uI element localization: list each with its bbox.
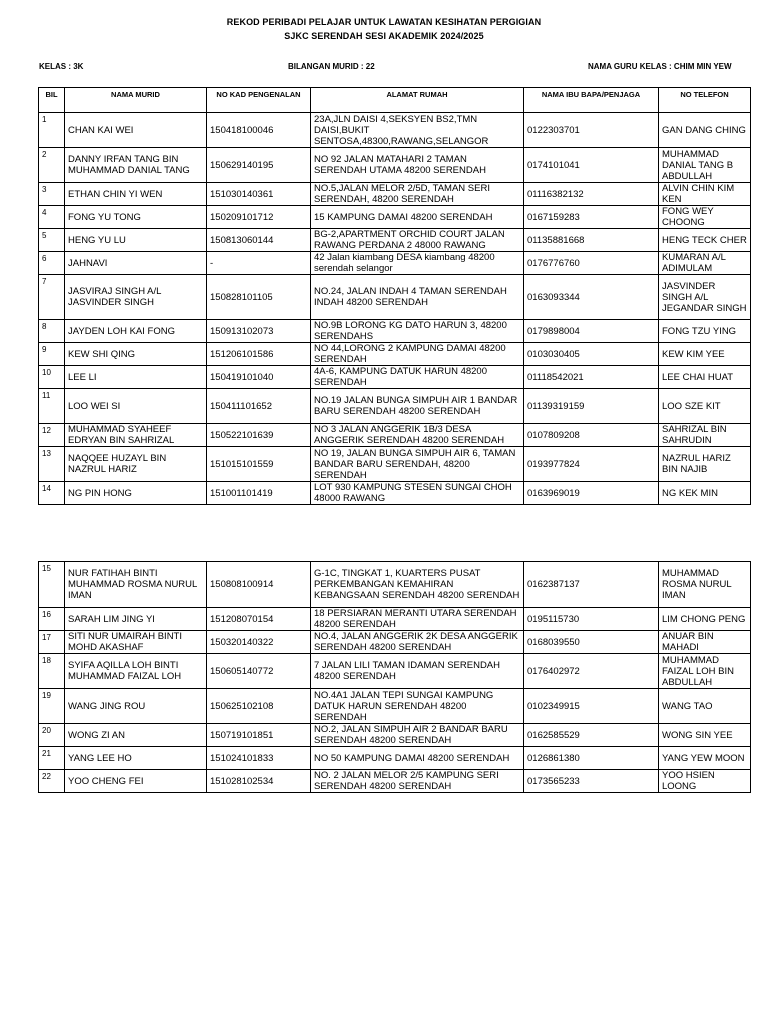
- table-cell-address: NO.5,JALAN MELOR 2/5D, TAMAN SERI SERENDAH, 48200 SERENDAH: [311, 183, 524, 206]
- table-cell-ic: 150625102108: [207, 689, 311, 724]
- table-cell-address: NO 3 JALAN ANGGERIK 1B/3 DESA ANGGERIK SERENDAH 48200 SERENDAH: [311, 424, 524, 447]
- table-cell-name: SARAH LIM JING YI: [65, 608, 207, 631]
- table-row: [39, 482, 751, 505]
- table-cell-guardian: LOO SZE KIT: [659, 389, 751, 424]
- column-header-bil: BIL: [39, 88, 65, 113]
- table-cell-guardian: ANUAR BIN MAHADI: [659, 631, 751, 654]
- table-cell-ic: 150913102073: [207, 320, 311, 343]
- table-cell-address: 18 PERSIARAN MERANTI UTARA SERENDAH 48200 SERENDAH: [311, 608, 524, 631]
- table-cell-bil: 11: [39, 389, 65, 424]
- table-cell-name: SYIFA AQILLA LOH BINTI MUHAMMAD FAIZAL LOH: [65, 654, 207, 689]
- table-cell-ic: 150411101652: [207, 389, 311, 424]
- column-header-ic: NO KAD PENGENALAN: [207, 88, 311, 113]
- table-cell-phone: 0195115730: [524, 608, 659, 631]
- table-cell-name: WONG ZI AN: [65, 724, 207, 747]
- table-cell-bil: 9: [39, 343, 65, 366]
- table-row: [39, 424, 751, 447]
- table-cell-address: NO 92 JALAN MATAHARI 2 TAMAN SERENDAH UTAMA 48200 SERENDAH: [311, 148, 524, 183]
- table-cell-address: NO.4, JALAN ANGGERIK 2K DESA ANGGERIK SERENDAH 48200 SERENDAH: [311, 631, 524, 654]
- table-cell-guardian: ALVIN CHIN KIM KEN: [659, 183, 751, 206]
- table-cell-address: BG-2,APARTMENT ORCHID COURT JALAN RAWANG PERDANA 2 48000 RAWANG: [311, 229, 524, 252]
- table-cell-name: LEE LI: [65, 366, 207, 389]
- table-row: [39, 724, 751, 747]
- table-cell-address: NO. 2 JALAN MELOR 2/5 KAMPUNG SERI SERENDAH 48200 SERENDAH: [311, 770, 524, 793]
- table-cell-phone: 0179898004: [524, 320, 659, 343]
- table-cell-bil: 2: [39, 148, 65, 183]
- table-cell-guardian: SAHRIZAL BIN SAHRUDIN: [659, 424, 751, 447]
- table-cell-name: LOO WEI SI: [65, 389, 207, 424]
- table-cell-phone: 0174101041: [524, 148, 659, 183]
- table-cell-phone: 01116382132: [524, 183, 659, 206]
- table-cell-phone: 0176776760: [524, 252, 659, 275]
- table-cell-address: NO.9B LORONG KG DATO HARUN 3, 48200 SERENDAHS: [311, 320, 524, 343]
- table-cell-address: 7 JALAN LILI TAMAN IDAMAN SERENDAH 48200 SERENDAH: [311, 654, 524, 689]
- table-cell-address: NO 44,LORONG 2 KAMPUNG DAMAI 48200 SERENDAH: [311, 343, 524, 366]
- table-cell-ic: 150320140322: [207, 631, 311, 654]
- table-cell-guardian: MUHAMMAD DANIAL TANG B ABDULLAH: [659, 148, 751, 183]
- table-cell-phone: 0193977824: [524, 447, 659, 482]
- table-cell-name: CHAN KAI WEI: [65, 113, 207, 148]
- table-row: [39, 113, 751, 148]
- table-cell-bil: 13: [39, 447, 65, 482]
- table-cell-ic: -: [207, 252, 311, 275]
- table-row: [39, 275, 751, 320]
- table-cell-guardian: NAZRUL HARIZ BIN NAJIB: [659, 447, 751, 482]
- table-cell-phone: 0126861380: [524, 747, 659, 770]
- table-cell-bil: 21: [39, 747, 65, 770]
- table-cell-bil: 22: [39, 770, 65, 793]
- table-cell-guardian: NG KEK MIN: [659, 482, 751, 505]
- table-cell-guardian: KEW KIM YEE: [659, 343, 751, 366]
- table-cell-phone: 0162387137: [524, 562, 659, 608]
- table-cell-ic: 151028102534: [207, 770, 311, 793]
- column-header-address: ALAMAT RUMAH: [311, 88, 524, 113]
- table-cell-ic: 150522101639: [207, 424, 311, 447]
- table-cell-address: G-1C, TINGKAT 1, KUARTERS PUSAT PERKEMBANGAN KEMAHIRAN KEBANGSAAN SERENDAH 48200 SERENDAH: [311, 562, 524, 608]
- table-cell-phone: 0173565233: [524, 770, 659, 793]
- student-count-label: BILANGAN MURID : 22: [288, 62, 375, 71]
- table-cell-ic: 150419101040: [207, 366, 311, 389]
- table-cell-name: DANNY IRFAN TANG BIN MUHAMMAD DANIAL TANG: [65, 148, 207, 183]
- table-cell-phone: 01118542021: [524, 366, 659, 389]
- table-cell-phone: 0103030405: [524, 343, 659, 366]
- table-row: [39, 689, 751, 724]
- table-cell-bil: 15: [39, 562, 65, 608]
- table-row: [39, 148, 751, 183]
- table-cell-bil: 3: [39, 183, 65, 206]
- student-records-table: [38, 87, 751, 505]
- table-cell-ic: 151206101586: [207, 343, 311, 366]
- table-cell-address: NO.4A1 JALAN TEPI SUNGAI KAMPUNG DATUK HARUN SERENDAH 48200 SERENDAH: [311, 689, 524, 724]
- table-body: [39, 113, 751, 505]
- table-cell-bil: 18: [39, 654, 65, 689]
- table-cell-name: NG PIN HONG: [65, 482, 207, 505]
- table-cell-ic: 150209101712: [207, 206, 311, 229]
- table-cell-name: JAYDEN LOH KAI FONG: [65, 320, 207, 343]
- table-cell-ic: 150418100046: [207, 113, 311, 148]
- table-cell-guardian: LIM CHONG PENG: [659, 608, 751, 631]
- table-cell-bil: 7: [39, 275, 65, 320]
- student-records-table-continued: [38, 561, 751, 793]
- table-cell-ic: 150828101105: [207, 275, 311, 320]
- class-label: KELAS : 3K: [39, 62, 84, 71]
- table-cell-guardian: MUHAMMAD ROSMA NURUL IMAN: [659, 562, 751, 608]
- table-cell-address: NO 19, JALAN BUNGA SIMPUH AIR 6, TAMAN BANDAR BARU SERENDAH, 48200 SERENDAH: [311, 447, 524, 482]
- table-cell-phone: 0102349915: [524, 689, 659, 724]
- table-cell-ic: 151208070154: [207, 608, 311, 631]
- table-cell-bil: 10: [39, 366, 65, 389]
- table-cell-address: 15 KAMPUNG DAMAI 48200 SERENDAH: [311, 206, 524, 229]
- table-cell-name: JASVIRAJ SINGH A/L JASVINDER SINGH: [65, 275, 207, 320]
- table-cell-bil: 20: [39, 724, 65, 747]
- table-row: [39, 343, 751, 366]
- table-row: [39, 447, 751, 482]
- table-cell-ic: 150719101851: [207, 724, 311, 747]
- document-subtitle: SJKC SERENDAH SESI AKADEMIK 2024/2025: [284, 31, 484, 41]
- table-cell-guardian: WANG TAO: [659, 689, 751, 724]
- table-cell-phone: 0162585529: [524, 724, 659, 747]
- table-cell-address: LOT 930 KAMPUNG STESEN SUNGAI CHOH 48000 RAWANG: [311, 482, 524, 505]
- table-row: [39, 229, 751, 252]
- table-cell-address: NO.2, JALAN SIMPUH AIR 2 BANDAR BARU SERENDAH 48200 SERENDAH: [311, 724, 524, 747]
- table-cell-name: FONG YU TONG: [65, 206, 207, 229]
- table-cell-guardian: LEE CHAI HUAT: [659, 366, 751, 389]
- table-row: [39, 206, 751, 229]
- table-row: [39, 183, 751, 206]
- table-cell-bil: 17: [39, 631, 65, 654]
- table-row: [39, 608, 751, 631]
- table-cell-phone: 0163093344: [524, 275, 659, 320]
- column-header-phone: NO TELEFON: [659, 88, 751, 113]
- table-cell-bil: 14: [39, 482, 65, 505]
- table-cell-name: NUR FATIHAH BINTI MUHAMMAD ROSMA NURUL IMAN: [65, 562, 207, 608]
- table-cell-address: NO 50 KAMPUNG DAMAI 48200 SERENDAH: [311, 747, 524, 770]
- table-cell-guardian: KUMARAN A/L ADIMULAM: [659, 252, 751, 275]
- column-header-guardian: NAMA IBU BAPA/PENJAGA: [524, 88, 659, 113]
- table-cell-guardian: JASVINDER SINGH A/L JEGANDAR SINGH: [659, 275, 751, 320]
- table-cell-ic: 151001101419: [207, 482, 311, 505]
- table-cell-name: WANG JING ROU: [65, 689, 207, 724]
- table-row: [39, 631, 751, 654]
- table-cell-phone: 0168039550: [524, 631, 659, 654]
- table-cell-phone: 01139319159: [524, 389, 659, 424]
- table-cell-address: NO.19 JALAN BUNGA SIMPUH AIR 1 BANDAR BARU SERENDAH 48200 SERENDAH: [311, 389, 524, 424]
- table-cell-name: MUHAMMAD SYAHEEF EDRYAN BIN SAHRIZAL: [65, 424, 207, 447]
- table-cell-guardian: FONG TZU YING: [659, 320, 751, 343]
- table-cell-ic: 151024101833: [207, 747, 311, 770]
- table-cell-bil: 1: [39, 113, 65, 148]
- table-cell-bil: 6: [39, 252, 65, 275]
- table-cell-phone: 01135881668: [524, 229, 659, 252]
- table-cell-address: NO.24, JALAN INDAH 4 TAMAN SERENDAH INDAH 48200 SERENDAH: [311, 275, 524, 320]
- table-cell-phone: 0107809208: [524, 424, 659, 447]
- table-cell-ic: 151030140361: [207, 183, 311, 206]
- table-cell-bil: 12: [39, 424, 65, 447]
- table-row: [39, 252, 751, 275]
- table-row: [39, 747, 751, 770]
- table-cell-bil: 5: [39, 229, 65, 252]
- table-cell-phone: 0176402972: [524, 654, 659, 689]
- table-cell-ic: 150605140772: [207, 654, 311, 689]
- table-cell-guardian: HENG TECK CHER: [659, 229, 751, 252]
- table-cell-guardian: YOO HSIEN LOONG: [659, 770, 751, 793]
- table-cell-bil: 16: [39, 608, 65, 631]
- table-row: [39, 654, 751, 689]
- table-cell-guardian: MUHAMMAD FAIZAL LOH BIN ABDULLAH: [659, 654, 751, 689]
- table-cell-ic: 150813060144: [207, 229, 311, 252]
- table-header-row: [39, 88, 751, 113]
- table-cell-ic: 150629140195: [207, 148, 311, 183]
- table-cell-address: 42 Jalan kiambang DESA kiambang 48200 serendah selangor: [311, 252, 524, 275]
- document-title: REKOD PERIBADI PELAJAR UNTUK LAWATAN KESIHATAN PERGIGIAN: [226, 17, 542, 27]
- table-cell-phone: 0167159283: [524, 206, 659, 229]
- table-cell-name: JAHNAVI: [65, 252, 207, 275]
- table-cell-name: YANG LEE HO: [65, 747, 207, 770]
- table-cell-guardian: WONG SIN YEE: [659, 724, 751, 747]
- table-cell-phone: 0163969019: [524, 482, 659, 505]
- table-cell-ic: 151015101559: [207, 447, 311, 482]
- table-cell-name: HENG YU LU: [65, 229, 207, 252]
- table-cell-name: KEW SHI QING: [65, 343, 207, 366]
- table-cell-guardian: YANG YEW MOON: [659, 747, 751, 770]
- table-cell-name: NAQQEE HUZAYL BIN NAZRUL HARIZ: [65, 447, 207, 482]
- table-cell-ic: 150808100914: [207, 562, 311, 608]
- class-teacher-label: NAMA GURU KELAS : CHIM MIN YEW: [588, 62, 732, 71]
- table-cell-address: 4A-6, KAMPUNG DATUK HARUN 48200 SERENDAH: [311, 366, 524, 389]
- table-cell-bil: 19: [39, 689, 65, 724]
- table-row: [39, 562, 751, 608]
- table-row: [39, 366, 751, 389]
- column-header-name: NAMA MURID: [65, 88, 207, 113]
- table-cell-name: SITI NUR UMAIRAH BINTI MOHD AKASHAF: [65, 631, 207, 654]
- table-cell-name: YOO CHENG FEI: [65, 770, 207, 793]
- table-cell-guardian: FONG WEY CHOONG: [659, 206, 751, 229]
- table-row: [39, 320, 751, 343]
- table-body: [39, 562, 751, 793]
- table-cell-guardian: GAN DANG CHING: [659, 113, 751, 148]
- table-row: [39, 770, 751, 793]
- table-cell-bil: 8: [39, 320, 65, 343]
- table-row: [39, 389, 751, 424]
- table-cell-name: ETHAN CHIN YI WEN: [65, 183, 207, 206]
- table-cell-bil: 4: [39, 206, 65, 229]
- table-cell-address: 23A,JLN DAISI 4,SEKSYEN BS2,TMN DAISI,BUKIT SENTOSA,48300,RAWANG,SELANGOR: [311, 113, 524, 148]
- table-cell-phone: 0122303701: [524, 113, 659, 148]
